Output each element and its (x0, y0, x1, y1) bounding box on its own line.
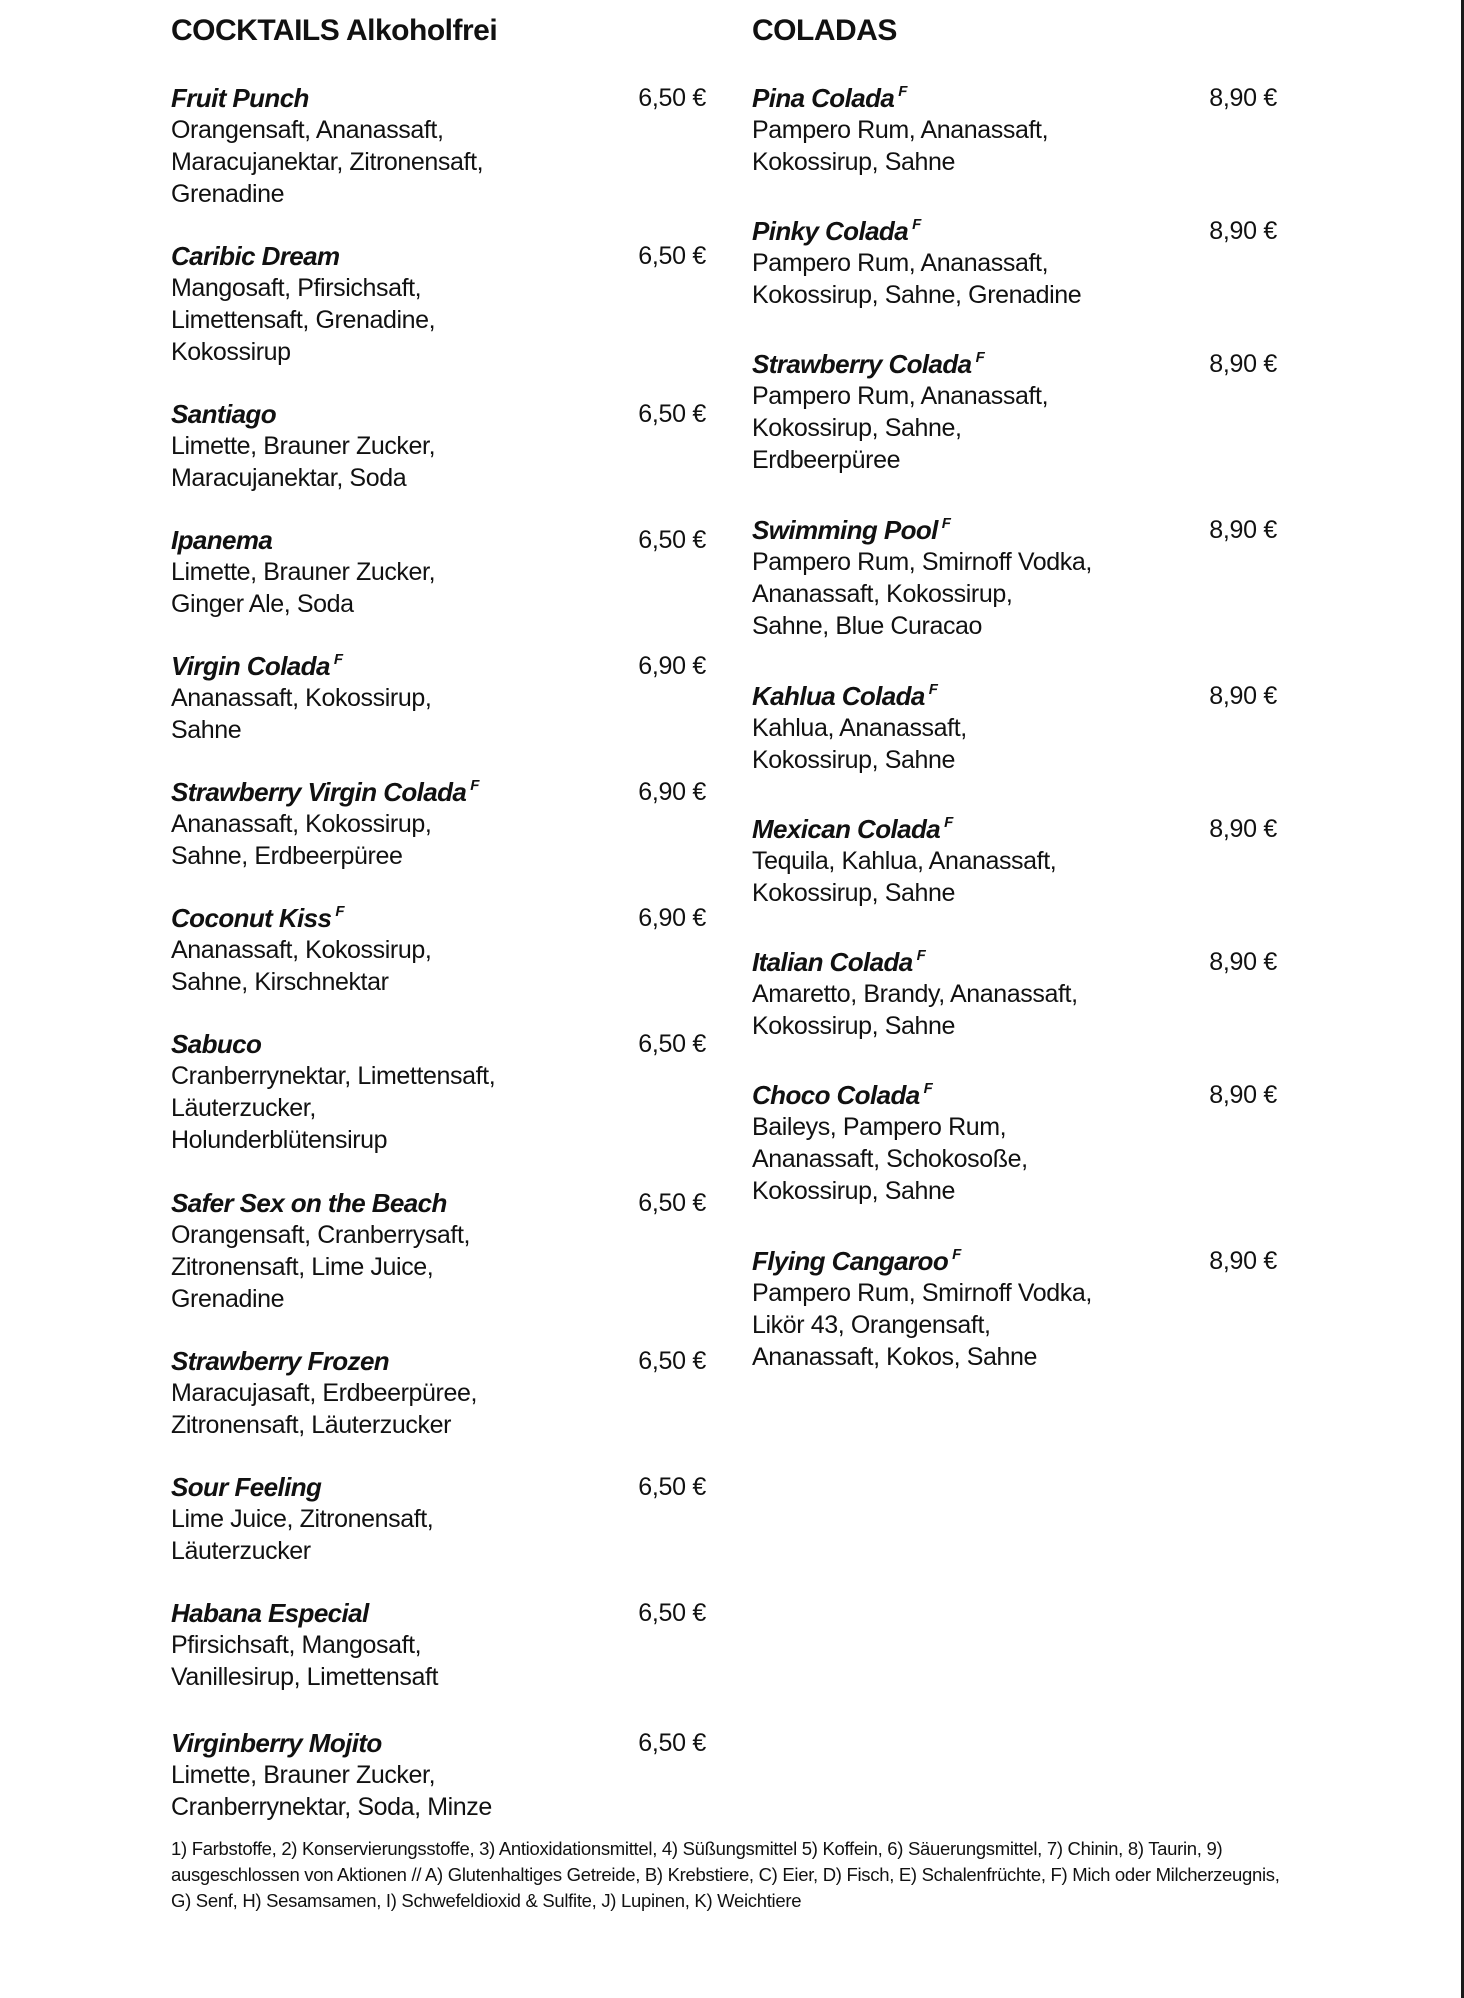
menu-item-ingredients (171, 556, 706, 620)
menu-item-ingredients (171, 272, 706, 368)
menu-item-price: 8,90 € (1209, 1247, 1277, 1275)
menu-item-name: Pina Colada (752, 83, 895, 113)
menu-item (752, 680, 1277, 776)
allergen-flag: F (912, 216, 922, 233)
menu-item-price: 8,90 € (1209, 1081, 1277, 1109)
menu-item-header (752, 813, 1277, 845)
menu-item-ingredients (752, 712, 1277, 776)
allergen-flag: F (944, 814, 954, 831)
ingredient-line: Mangosaft, Pfirsichsaft, (171, 274, 422, 302)
allergen-flag: F (928, 681, 938, 698)
menu-item-ingredients (752, 380, 1277, 476)
menu-item-price: 8,90 € (1209, 815, 1277, 843)
ingredient-line: Limette, Brauner Zucker, (171, 1761, 436, 1789)
allergen-flag: F (898, 83, 908, 100)
menu-item-price: 6,50 € (638, 1729, 706, 1757)
menu-item (752, 514, 1277, 642)
menu-item-header (171, 1345, 706, 1377)
menu-item-header (752, 946, 1277, 978)
menu-item-name: Coconut Kiss (171, 903, 332, 933)
ingredient-line: Amaretto, Brandy, Ananassaft, (752, 980, 1078, 1008)
menu-item (752, 1245, 1277, 1373)
menu-item-ingredients (752, 1277, 1277, 1373)
ingredient-line: Läuterzucker, (171, 1094, 316, 1122)
ingredient-line: Kokossirup, Sahne, Grenadine (752, 281, 1082, 309)
menu-item-name: Italian Colada (752, 947, 913, 977)
menu-item-ingredients (171, 114, 706, 210)
menu-item-ingredients (752, 247, 1277, 311)
ingredient-line: Sahne, Blue Curacao (752, 612, 983, 640)
allergen-flag: F (923, 1080, 933, 1097)
menu-item (171, 1471, 706, 1567)
ingredient-line: Limette, Brauner Zucker, (171, 558, 436, 586)
menu-item-price: 6,50 € (638, 400, 706, 428)
ingredient-line: Ananassaft, Kokossirup, (752, 580, 1013, 608)
menu-item-price: 8,90 € (1209, 516, 1277, 544)
menu-item (171, 240, 706, 368)
menu-item-name: Virgin Colada (171, 651, 330, 681)
menu-item-name: Safer Sex on the Beach (171, 1188, 447, 1218)
ingredient-line: Kokossirup, Sahne (752, 148, 956, 176)
menu-item-header (752, 215, 1277, 247)
section-title-cocktails: COCKTAILS Alkoholfrei (171, 14, 498, 47)
ingredient-line: Likör 43, Orangensaft, (752, 1311, 991, 1339)
menu-item (752, 946, 1277, 1042)
menu-item-header (171, 1028, 706, 1060)
allergen-flag: F (916, 947, 926, 964)
ingredient-line: Cranberrynektar, Limettensaft, (171, 1062, 496, 1090)
ingredient-line: Ginger Ale, Soda (171, 590, 354, 618)
menu-item (171, 1727, 706, 1823)
menu-item-header (171, 1187, 706, 1219)
menu-item-price: 6,50 € (638, 1599, 706, 1627)
allergen-flag: F (470, 777, 480, 794)
ingredient-line: Baileys, Pampero Rum, (752, 1113, 1007, 1141)
ingredient-line: Limette, Brauner Zucker, (171, 432, 436, 460)
allergen-flag: F (333, 651, 343, 668)
menu-item-header (752, 348, 1277, 380)
menu-item-name: Strawberry Colada (752, 349, 972, 379)
menu-item-header (171, 650, 706, 682)
menu-item-header (171, 902, 706, 934)
menu-item-ingredients (171, 1060, 706, 1156)
footnote-line: ausgeschlossen von Aktionen // A) Glutenhaltiges Getreide, B) Krebstiere, C) Eier, D) Fisch, E) Schalenfrüchte, F) Mich oder Milcherzeugnis, (171, 1864, 1280, 1885)
menu-item-ingredients (752, 845, 1277, 909)
menu-item-name: Santiago (171, 399, 276, 429)
ingredient-line: Läuterzucker (171, 1537, 311, 1565)
menu-item-ingredients (171, 430, 706, 494)
menu-item-price: 6,50 € (638, 1347, 706, 1375)
menu-item-header (171, 398, 706, 430)
menu-item-name: Strawberry Virgin Colada (171, 777, 467, 807)
ingredient-line: Ananassaft, Schokosoße, (752, 1145, 1028, 1173)
menu-item-header (752, 680, 1277, 712)
menu-item (171, 398, 706, 494)
menu-item-name: Mexican Colada (752, 814, 941, 844)
section-title-coladas: COLADAS (752, 14, 897, 47)
ingredient-line: Grenadine (171, 180, 285, 208)
menu-item (171, 776, 706, 872)
allergen-flag: F (952, 1246, 962, 1263)
menu-item-price: 6,90 € (638, 778, 706, 806)
menu-item-name: Sour Feeling (171, 1472, 322, 1502)
menu-item (752, 82, 1277, 178)
menu-item-ingredients (171, 682, 706, 746)
menu-item-price: 8,90 € (1209, 84, 1277, 112)
menu-item-price: 6,50 € (638, 1030, 706, 1058)
menu-item (752, 215, 1277, 311)
footnote-line: G) Senf, H) Sesamsamen, I) Schwefeldioxid & Sulfite, J) Lupinen, K) Weichtiere (171, 1890, 802, 1911)
ingredient-line: Ananassaft, Kokos, Sahne (752, 1343, 1038, 1371)
menu-item-header (752, 1245, 1277, 1277)
ingredient-line: Cranberrynektar, Soda, Minze (171, 1793, 492, 1821)
ingredient-line: Pampero Rum, Ananassaft, (752, 116, 1049, 144)
menu-item-header (752, 514, 1277, 546)
menu-item (752, 348, 1277, 476)
menu-item (752, 813, 1277, 909)
menu-item (171, 902, 706, 998)
menu-item-price: 6,90 € (638, 904, 706, 932)
ingredient-line: Maracujasaft, Erdbeerpüree, (171, 1379, 478, 1407)
menu-item-ingredients (171, 1629, 706, 1693)
menu-item-price: 6,50 € (638, 242, 706, 270)
ingredient-line: Limettensaft, Grenadine, (171, 306, 436, 334)
ingredient-line: Lime Juice, Zitronensaft, (171, 1505, 434, 1533)
ingredient-line: Maracujanektar, Zitronensaft, (171, 148, 484, 176)
ingredient-line: Sahne, Kirschnektar (171, 968, 389, 996)
menu-item-ingredients (752, 114, 1277, 178)
menu-item-price: 8,90 € (1209, 948, 1277, 976)
menu-item-name: Virginberry Mojito (171, 1728, 382, 1758)
menu-item-ingredients (171, 808, 706, 872)
menu-item-ingredients (752, 546, 1277, 642)
ingredient-line: Kokossirup (171, 338, 291, 366)
menu-item-name: Choco Colada (752, 1080, 920, 1110)
ingredient-line: Kokossirup, Sahne (752, 746, 956, 774)
menu-item-ingredients (171, 1377, 706, 1441)
ingredient-line: Sahne, Erdbeerpüree (171, 842, 403, 870)
menu-item (171, 1597, 706, 1693)
ingredient-line: Kokossirup, Sahne, (752, 414, 962, 442)
ingredient-line: Kokossirup, Sahne (752, 1177, 956, 1205)
ingredient-line: Kokossirup, Sahne (752, 1012, 956, 1040)
menu-item-price: 8,90 € (1209, 217, 1277, 245)
menu-item-header (171, 524, 706, 556)
ingredient-line: Orangensaft, Ananassaft, (171, 116, 444, 144)
menu-item-header (171, 1727, 706, 1759)
menu-item-ingredients (171, 1759, 706, 1823)
ingredient-line: Grenadine (171, 1285, 285, 1313)
ingredient-line: Pampero Rum, Smirnoff Vodka, (752, 548, 1092, 576)
menu-item-header (171, 776, 706, 808)
menu-item-header (752, 1079, 1277, 1111)
menu-item-name: Kahlua Colada (752, 681, 925, 711)
menu-item (752, 1079, 1277, 1207)
menu-item-name: Strawberry Frozen (171, 1346, 390, 1376)
ingredient-line: Orangensaft, Cranberrysaft, (171, 1221, 471, 1249)
ingredient-line: Erdbeerpüree (752, 446, 901, 474)
menu-item-ingredients (171, 934, 706, 998)
menu-item-header (752, 82, 1277, 114)
ingredient-line: Tequila, Kahlua, Ananassaft, (752, 847, 1057, 875)
menu-item-name: Pinky Colada (752, 216, 909, 246)
menu-item-price: 8,90 € (1209, 682, 1277, 710)
allergen-footnote (171, 1836, 1311, 1914)
footnote-line: 1) Farbstoffe, 2) Konservierungsstoffe, 3) Antioxidationsmittel, 4) Süßungsmittel 5) Koffein, 6) Säuerungsmittel, 7) Chinin, 8) Taurin, 9) (171, 1838, 1223, 1859)
menu-item-name: Habana Especial (171, 1598, 369, 1628)
menu-item (171, 1187, 706, 1315)
menu-item (171, 1028, 706, 1156)
menu-item (171, 650, 706, 746)
menu-item-price: 6,50 € (638, 1189, 706, 1217)
menu-item-price: 6,50 € (638, 1473, 706, 1501)
menu-item-header (171, 82, 706, 114)
menu-item-price: 6,50 € (638, 526, 706, 554)
menu-item-ingredients (171, 1503, 706, 1567)
menu-item-name: Caribic Dream (171, 241, 340, 271)
menu-item-ingredients (171, 1219, 706, 1315)
ingredient-line: Holunderblütensirup (171, 1126, 388, 1154)
menu-item (171, 1345, 706, 1441)
allergen-flag: F (941, 515, 951, 532)
menu-item-name: Flying Cangaroo (752, 1246, 949, 1276)
allergen-flag: F (335, 903, 345, 920)
ingredient-line: Pfirsichsaft, Mangosaft, (171, 1631, 422, 1659)
allergen-flag: F (975, 349, 985, 366)
menu-item-name: Ipanema (171, 525, 273, 555)
menu-item-ingredients (752, 978, 1277, 1042)
ingredient-line: Vanillesirup, Limettensaft (171, 1663, 439, 1691)
menu-item-header (171, 1597, 706, 1629)
menu-item-name: Fruit Punch (171, 83, 309, 113)
ingredient-line: Ananassaft, Kokossirup, (171, 684, 432, 712)
ingredient-line: Kokossirup, Sahne (752, 879, 956, 907)
menu-item-name: Sabuco (171, 1029, 262, 1059)
menu-item-price: 6,90 € (638, 652, 706, 680)
menu-item (171, 82, 706, 210)
menu-item-name: Swimming Pool (752, 515, 938, 545)
menu-item (171, 524, 706, 620)
ingredient-line: Maracujanektar, Soda (171, 464, 407, 492)
ingredient-line: Zitronensaft, Läuterzucker (171, 1411, 452, 1439)
ingredient-line: Sahne (171, 716, 242, 744)
menu-item-price: 8,90 € (1209, 350, 1277, 378)
ingredient-line: Pampero Rum, Smirnoff Vodka, (752, 1279, 1092, 1307)
ingredient-line: Pampero Rum, Ananassaft, (752, 249, 1049, 277)
menu-item-header (171, 240, 706, 272)
menu-item-price: 6,50 € (638, 84, 706, 112)
menu-item-header (171, 1471, 706, 1503)
ingredient-line: Kahlua, Ananassaft, (752, 714, 967, 742)
ingredient-line: Ananassaft, Kokossirup, (171, 936, 432, 964)
ingredient-line: Ananassaft, Kokossirup, (171, 810, 432, 838)
menu-item-ingredients (752, 1111, 1277, 1207)
ingredient-line: Pampero Rum, Ananassaft, (752, 382, 1049, 410)
ingredient-line: Zitronensaft, Lime Juice, (171, 1253, 434, 1281)
